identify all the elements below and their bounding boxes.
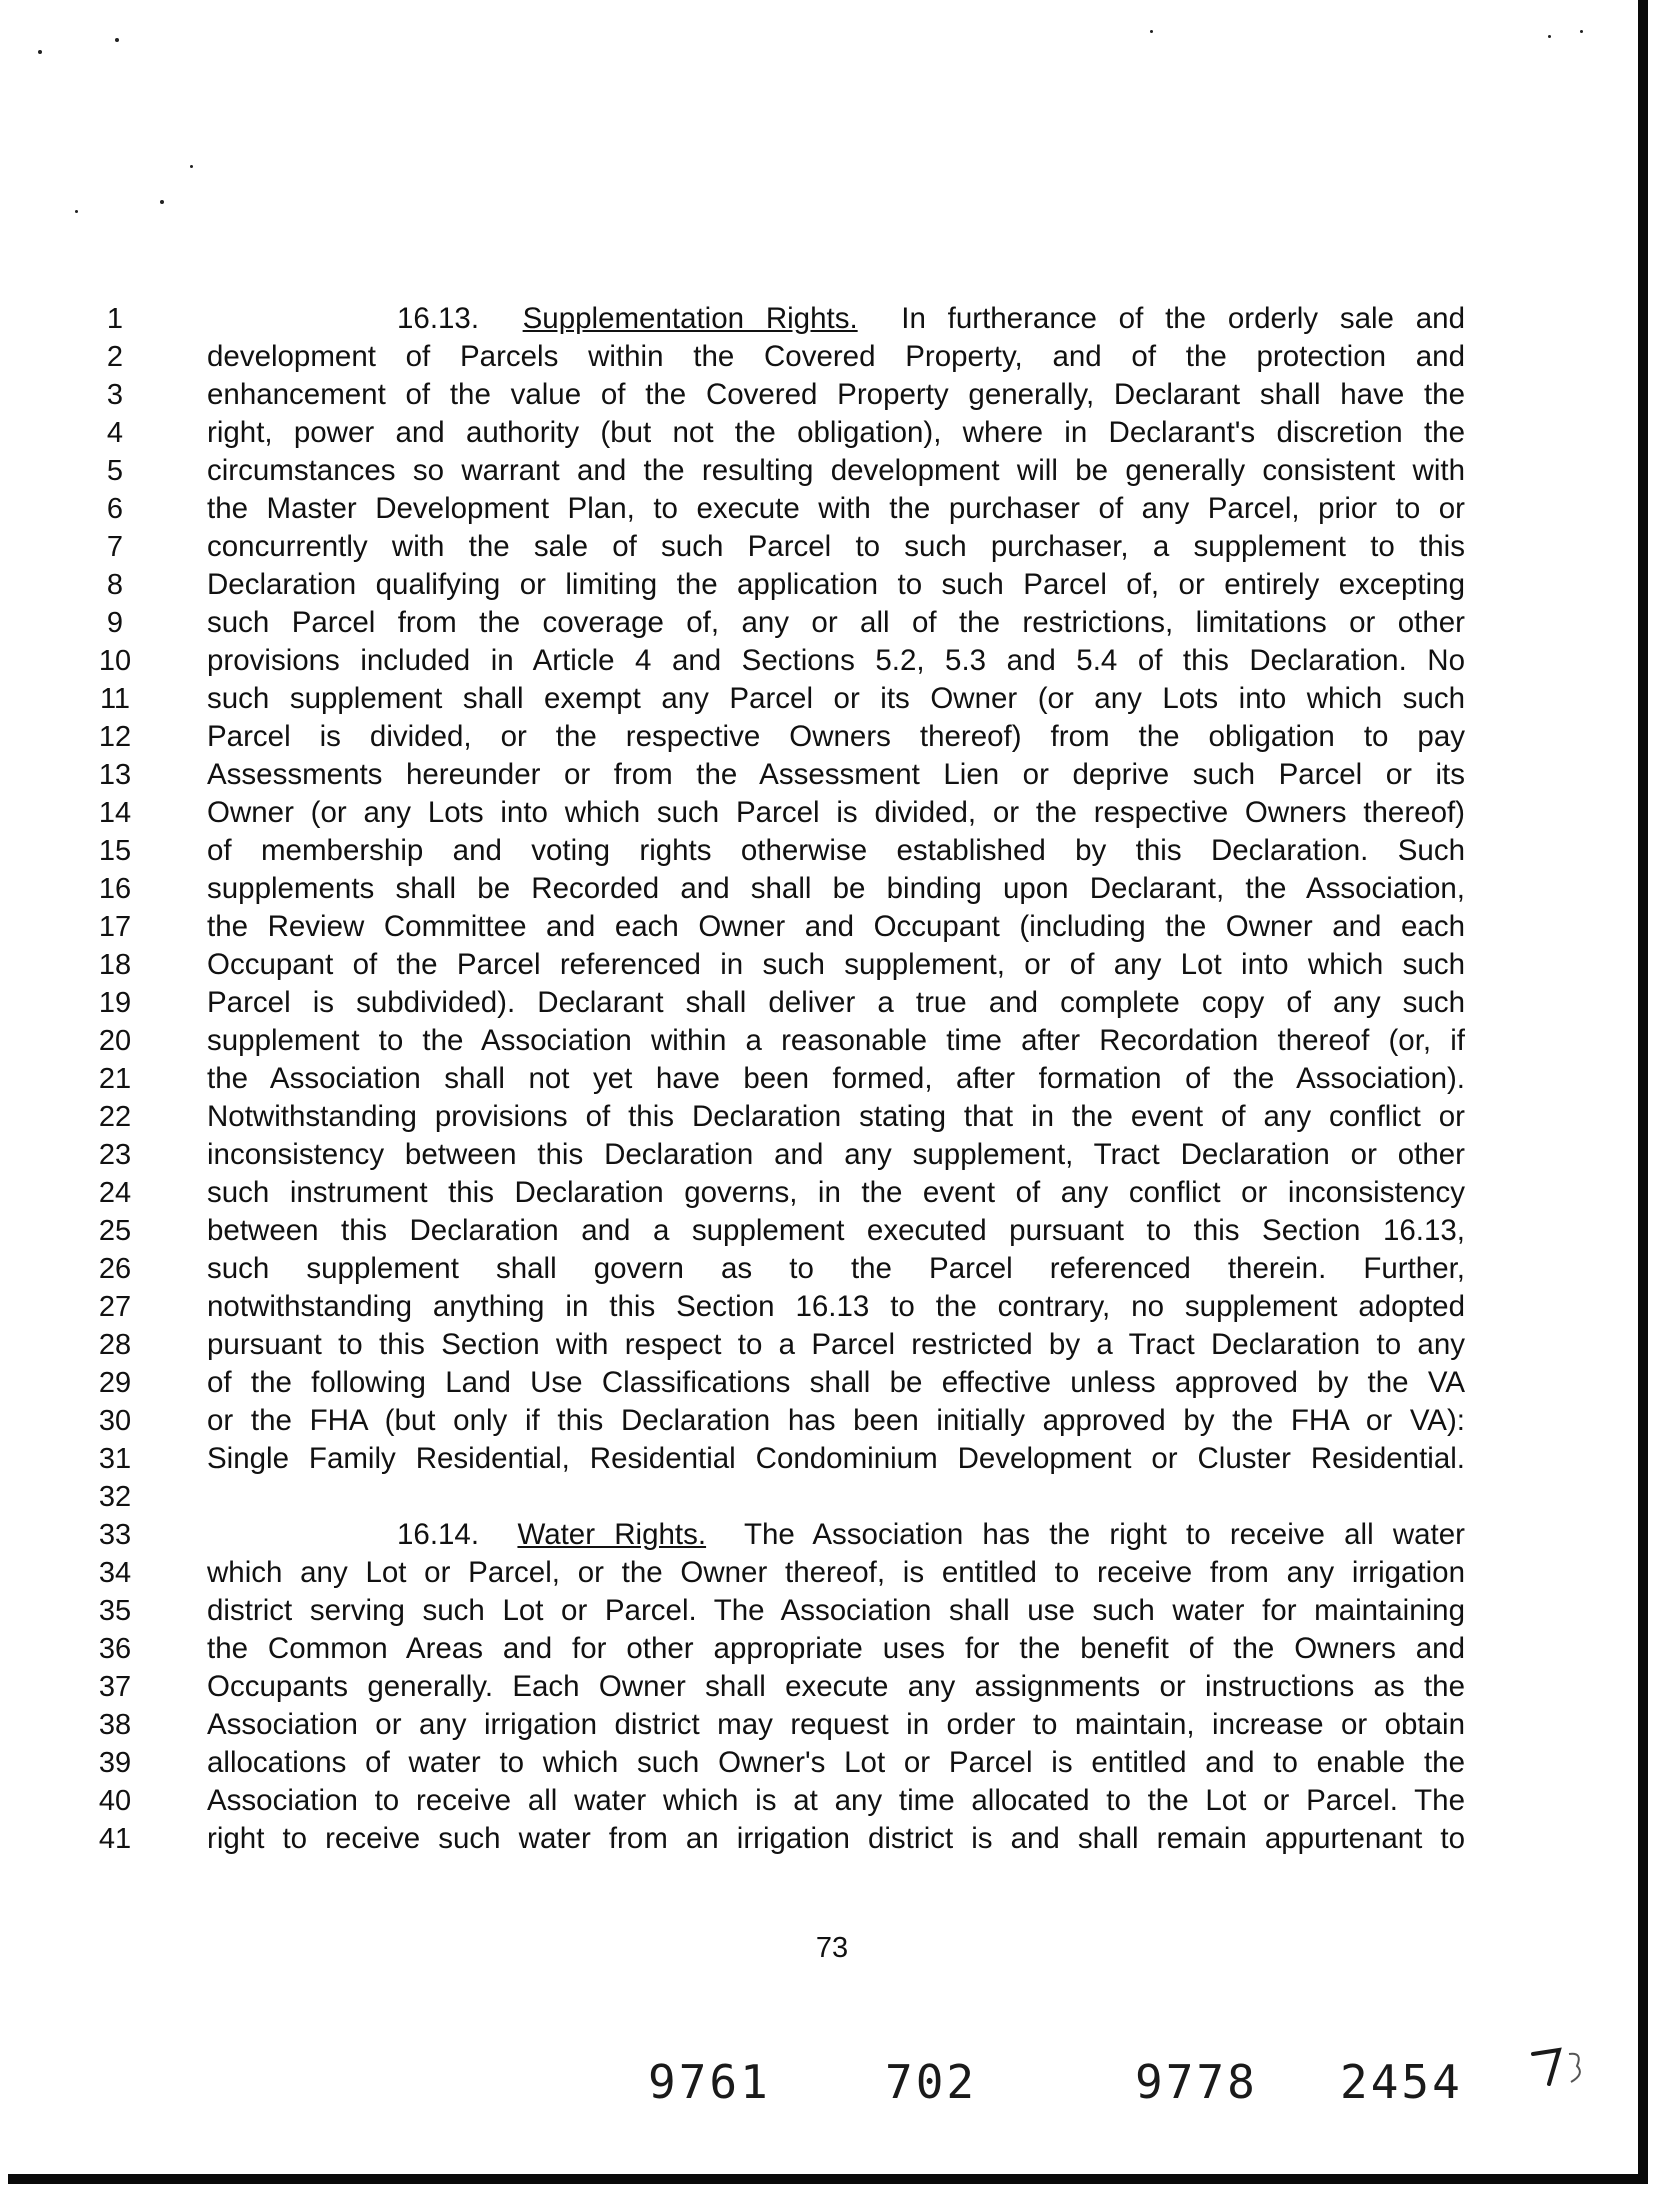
text-line: which any Lot or Parcel, or the Owner thereof, is entitled to receive from any irrigation xyxy=(207,1556,1465,1589)
line-number: 29 xyxy=(98,1367,132,1399)
section-heading: Water Rights. xyxy=(517,1518,707,1551)
line-number: 9 xyxy=(106,607,124,639)
line-number: 39 xyxy=(98,1747,132,1779)
line-number: 30 xyxy=(98,1405,132,1437)
line-number: 4 xyxy=(106,417,124,449)
line-number: 15 xyxy=(98,835,132,867)
text-line: or the FHA (but only if this Declaration has been initially approved by the FHA or VA): xyxy=(207,1404,1465,1437)
text-line: such supplement shall govern as to the Parcel referenced therein. Further, xyxy=(207,1252,1465,1285)
line-number: 38 xyxy=(98,1709,132,1741)
scan-speck xyxy=(160,200,164,204)
line-number: 36 xyxy=(98,1633,132,1665)
text-line: Association to receive all water which is at any time allocated to the Lot or Parcel. The xyxy=(207,1784,1465,1817)
text-line: Notwithstanding provisions of this Declaration stating that in the event of any conflict or xyxy=(207,1100,1465,1133)
scan-speck xyxy=(1580,30,1583,33)
scan-speck xyxy=(115,38,119,42)
scan-speck xyxy=(1150,30,1153,33)
line-number: 26 xyxy=(98,1253,132,1285)
line-number: 13 xyxy=(98,759,132,791)
line-number: 37 xyxy=(98,1671,132,1703)
scan-speck xyxy=(1548,35,1551,38)
section-number: 16.13. xyxy=(397,302,480,335)
stamp-number: 9778 xyxy=(1135,2055,1258,2109)
text-line: The Association has the right to receive all water xyxy=(743,1518,1465,1551)
text-line: the Review Committee and each Owner and Occupant (including the Owner and each xyxy=(207,910,1465,943)
section-number: 16.14. xyxy=(397,1518,480,1551)
line-number: 8 xyxy=(106,569,124,601)
line-number: 16 xyxy=(98,873,132,905)
text-line: Single Family Residential, Residential Condominium Development or Cluster Residential. xyxy=(207,1442,1465,1475)
line-number: 24 xyxy=(98,1177,132,1209)
text-line: enhancement of the value of the Covered Property generally, Declarant shall have the xyxy=(207,378,1465,411)
text-line: Occupant of the Parcel referenced in such supplement, or of any Lot into which such xyxy=(207,948,1465,981)
text-line: Occupants generally. Each Owner shall execute any assignments or instructions as the xyxy=(207,1670,1465,1703)
text-line: supplements shall be Recorded and shall be binding upon Declarant, the Association, xyxy=(207,872,1465,905)
text-line: such supplement shall exempt any Parcel or its Owner (or any Lots into which such xyxy=(207,682,1465,715)
line-number: 25 xyxy=(98,1215,132,1247)
line-number: 14 xyxy=(98,797,132,829)
handwritten-mark-icon xyxy=(1525,2040,1595,2100)
text-line: Declaration qualifying or limiting the application to such Parcel of, or entirely excepting xyxy=(207,568,1465,601)
line-number: 23 xyxy=(98,1139,132,1171)
text-line: Owner (or any Lots into which such Parcel is divided, or the respective Owners thereof) xyxy=(207,796,1465,829)
scan-speck xyxy=(38,50,42,54)
line-number: 17 xyxy=(98,911,132,943)
text-line: district serving such Lot or Parcel. The Association shall use such water for maintaining xyxy=(207,1594,1465,1627)
text-line: circumstances so warrant and the resulting development will be generally consistent with xyxy=(207,454,1465,487)
section-16-14-first-line xyxy=(207,1516,1465,1554)
text-line: notwithstanding anything in this Section 16.13 to the contrary, no supplement adopted xyxy=(207,1290,1465,1323)
line-number: 27 xyxy=(98,1291,132,1323)
line-number: 1 xyxy=(106,303,124,335)
text-line: pursuant to this Section with respect to a Parcel restricted by a Tract Declaration to any xyxy=(207,1328,1465,1361)
text-line: supplement to the Association within a reasonable time after Recordation thereof (or, if xyxy=(207,1024,1465,1057)
line-number: 20 xyxy=(98,1025,132,1057)
text-line: inconsistency between this Declaration and any supplement, Tract Declaration or other xyxy=(207,1138,1465,1171)
line-number: 40 xyxy=(98,1785,132,1817)
stamp-number: 9761 xyxy=(648,2055,771,2109)
text-line: development of Parcels within the Covered Property, and of the protection and xyxy=(207,340,1465,373)
line-number: 22 xyxy=(98,1101,132,1133)
text-line: of the following Land Use Classifications shall be effective unless approved by the VA xyxy=(207,1366,1465,1399)
text-line: the Common Areas and for other appropriate uses for the benefit of the Owners and xyxy=(207,1632,1465,1665)
line-number: 7 xyxy=(106,531,124,563)
scan-speck xyxy=(190,165,193,168)
line-number: 35 xyxy=(98,1595,132,1627)
section-16-13-first-line xyxy=(207,300,1465,338)
line-number: 18 xyxy=(98,949,132,981)
line-number: 11 xyxy=(99,683,131,715)
line-number: 6 xyxy=(106,493,124,525)
text-line: Parcel is divided, or the respective Owners thereof) from the obligation to pay xyxy=(207,720,1465,753)
line-number: 3 xyxy=(106,379,124,411)
text-line: Association or any irrigation district may request in order to maintain, increase or obtain xyxy=(207,1708,1465,1741)
line-number: 41 xyxy=(98,1823,132,1855)
line-number: 32 xyxy=(98,1481,132,1513)
line-number: 10 xyxy=(98,645,132,677)
line-number: 2 xyxy=(106,341,124,373)
text-line: Assessments hereunder or from the Assessment Lien or deprive such Parcel or its xyxy=(207,758,1465,791)
text-line: of membership and voting rights otherwise established by this Declaration. Such xyxy=(207,834,1465,867)
stamp-number: 2454 xyxy=(1340,2055,1463,2109)
line-number: 34 xyxy=(98,1557,132,1589)
line-number: 28 xyxy=(98,1329,132,1361)
line-number: 31 xyxy=(98,1443,132,1475)
text-line: such instrument this Declaration governs, in the event of any conflict or inconsistency xyxy=(207,1176,1465,1209)
line-number: 33 xyxy=(98,1519,132,1551)
text-line: Parcel is subdivided). Declarant shall deliver a true and complete copy of any such xyxy=(207,986,1465,1019)
line-number: 5 xyxy=(106,455,124,487)
text-line: such Parcel from the coverage of, any or all of the restrictions, limitations or other xyxy=(207,606,1465,639)
text-line: provisions included in Article 4 and Sections 5.2, 5.3 and 5.4 of this Declaration. No xyxy=(207,644,1465,677)
stamp-number: 702 xyxy=(885,2055,978,2109)
text-line: the Association shall not yet have been formed, after formation of the Association). xyxy=(207,1062,1465,1095)
text-line: In furtherance of the orderly sale and xyxy=(901,302,1465,335)
section-heading: Supplementation Rights. xyxy=(522,302,858,335)
text-line: right, power and authority (but not the obligation), where in Declarant's discretion the xyxy=(207,416,1465,449)
text-line: concurrently with the sale of such Parcel to such purchaser, a supplement to this xyxy=(207,530,1465,563)
text-line: between this Declaration and a supplement executed pursuant to this Section 16.13, xyxy=(207,1214,1465,1247)
page-number: 73 xyxy=(815,1932,849,1964)
text-line: the Master Development Plan, to execute with the purchaser of any Parcel, prior to or xyxy=(207,492,1465,525)
text-line: right to receive such water from an irrigation district is and shall remain appurtenant to xyxy=(207,1822,1465,1855)
scan-speck xyxy=(75,210,78,213)
text-line: allocations of water to which such Owner's Lot or Parcel is entitled and to enable the xyxy=(207,1746,1465,1779)
line-number: 19 xyxy=(98,987,132,1019)
line-number: 12 xyxy=(98,721,132,753)
line-number: 21 xyxy=(98,1063,132,1095)
